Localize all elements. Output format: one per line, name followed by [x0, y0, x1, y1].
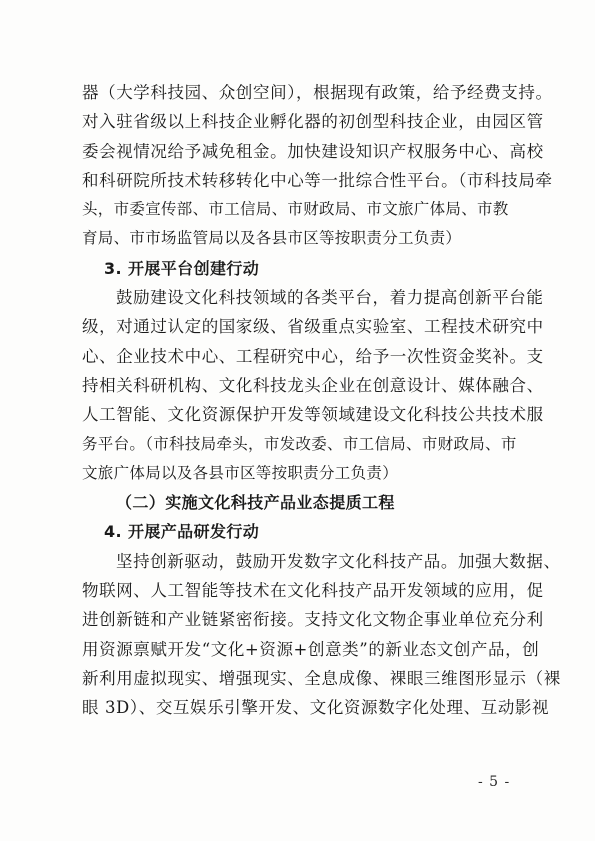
section-heading-4: 4. 开展产品研发行动	[104, 522, 260, 542]
paragraph-line: 头，市委宣传部、市工信局、市财政局、市文旅广体局、市教	[82, 200, 509, 219]
paragraph-line: 级，对通过认定的国家级、省级重点实验室、工程技术研究中	[82, 317, 544, 337]
paragraph-line: 眼 3D）、交互娱乐引擎开发、文化资源数字化处理、互动影视	[82, 698, 550, 718]
paragraph-line: 和科研院所技术转移转化中心等一批综合性平台。（市科技局牵	[82, 170, 553, 190]
paragraph-line: 人工智能、文化资源保护开发等领域建设文化科技公共技术服	[82, 405, 544, 425]
section-heading-two: （二）实施文化科技产品业态提质工程	[116, 493, 395, 513]
paragraph-line: 器（大学科技园、众创空间），根据现有政策，给予经费支持。	[82, 83, 553, 102]
paragraph-line: 新利用虚拟现实、增强现实、全息成像、裸眼三维图形显示（裸	[82, 668, 561, 688]
paragraph-line: 心、企业技术中心、工程研究中心，给予一次性资金奖补。支	[82, 346, 544, 366]
paragraph-line: 育局、市市场监管局以及各县市区等按职责分工负责）	[82, 229, 462, 248]
paragraph-line: 进创新链和产业链紧密衔接。支持文化文物企事业单位充分利	[82, 610, 544, 630]
section-heading-3: 3. 开展平台创建行动	[104, 258, 260, 278]
paragraph-line: 坚持创新驱动，鼓励开发数字文化科技产品。加强大数据、	[116, 551, 561, 571]
paragraph-line: 物联网、人工智能等技术在文化科技产品开发领域的应用，促	[82, 581, 544, 601]
paragraph-line: 鼓励建设文化科技领域的各类平台，着力提高创新平台能	[116, 288, 544, 308]
paragraph-line: 持相关科研机构、文化科技龙头企业在创意设计、媒体融合、	[82, 375, 544, 395]
document-body	[82, 78, 561, 723]
paragraph-line: 务平台。（市科技局牵头，市发改委、市工信局、市财政局、市	[82, 434, 517, 453]
paragraph-line: 委会视情况给予减免租金。加快建设知识产权服务中心、高校	[82, 141, 544, 161]
paragraph-line: 用资源禀赋开发“文化+资源+创意类”的新业态文创产品，创	[82, 639, 540, 659]
page-number: - 5 -	[478, 774, 511, 790]
paragraph-line: 文旅广体局以及各县市区等按职责分工负责）	[82, 463, 399, 482]
paragraph-line: 对入驻省级以上科技企业孵化器的初创型科技企业，由园区管	[82, 112, 544, 132]
